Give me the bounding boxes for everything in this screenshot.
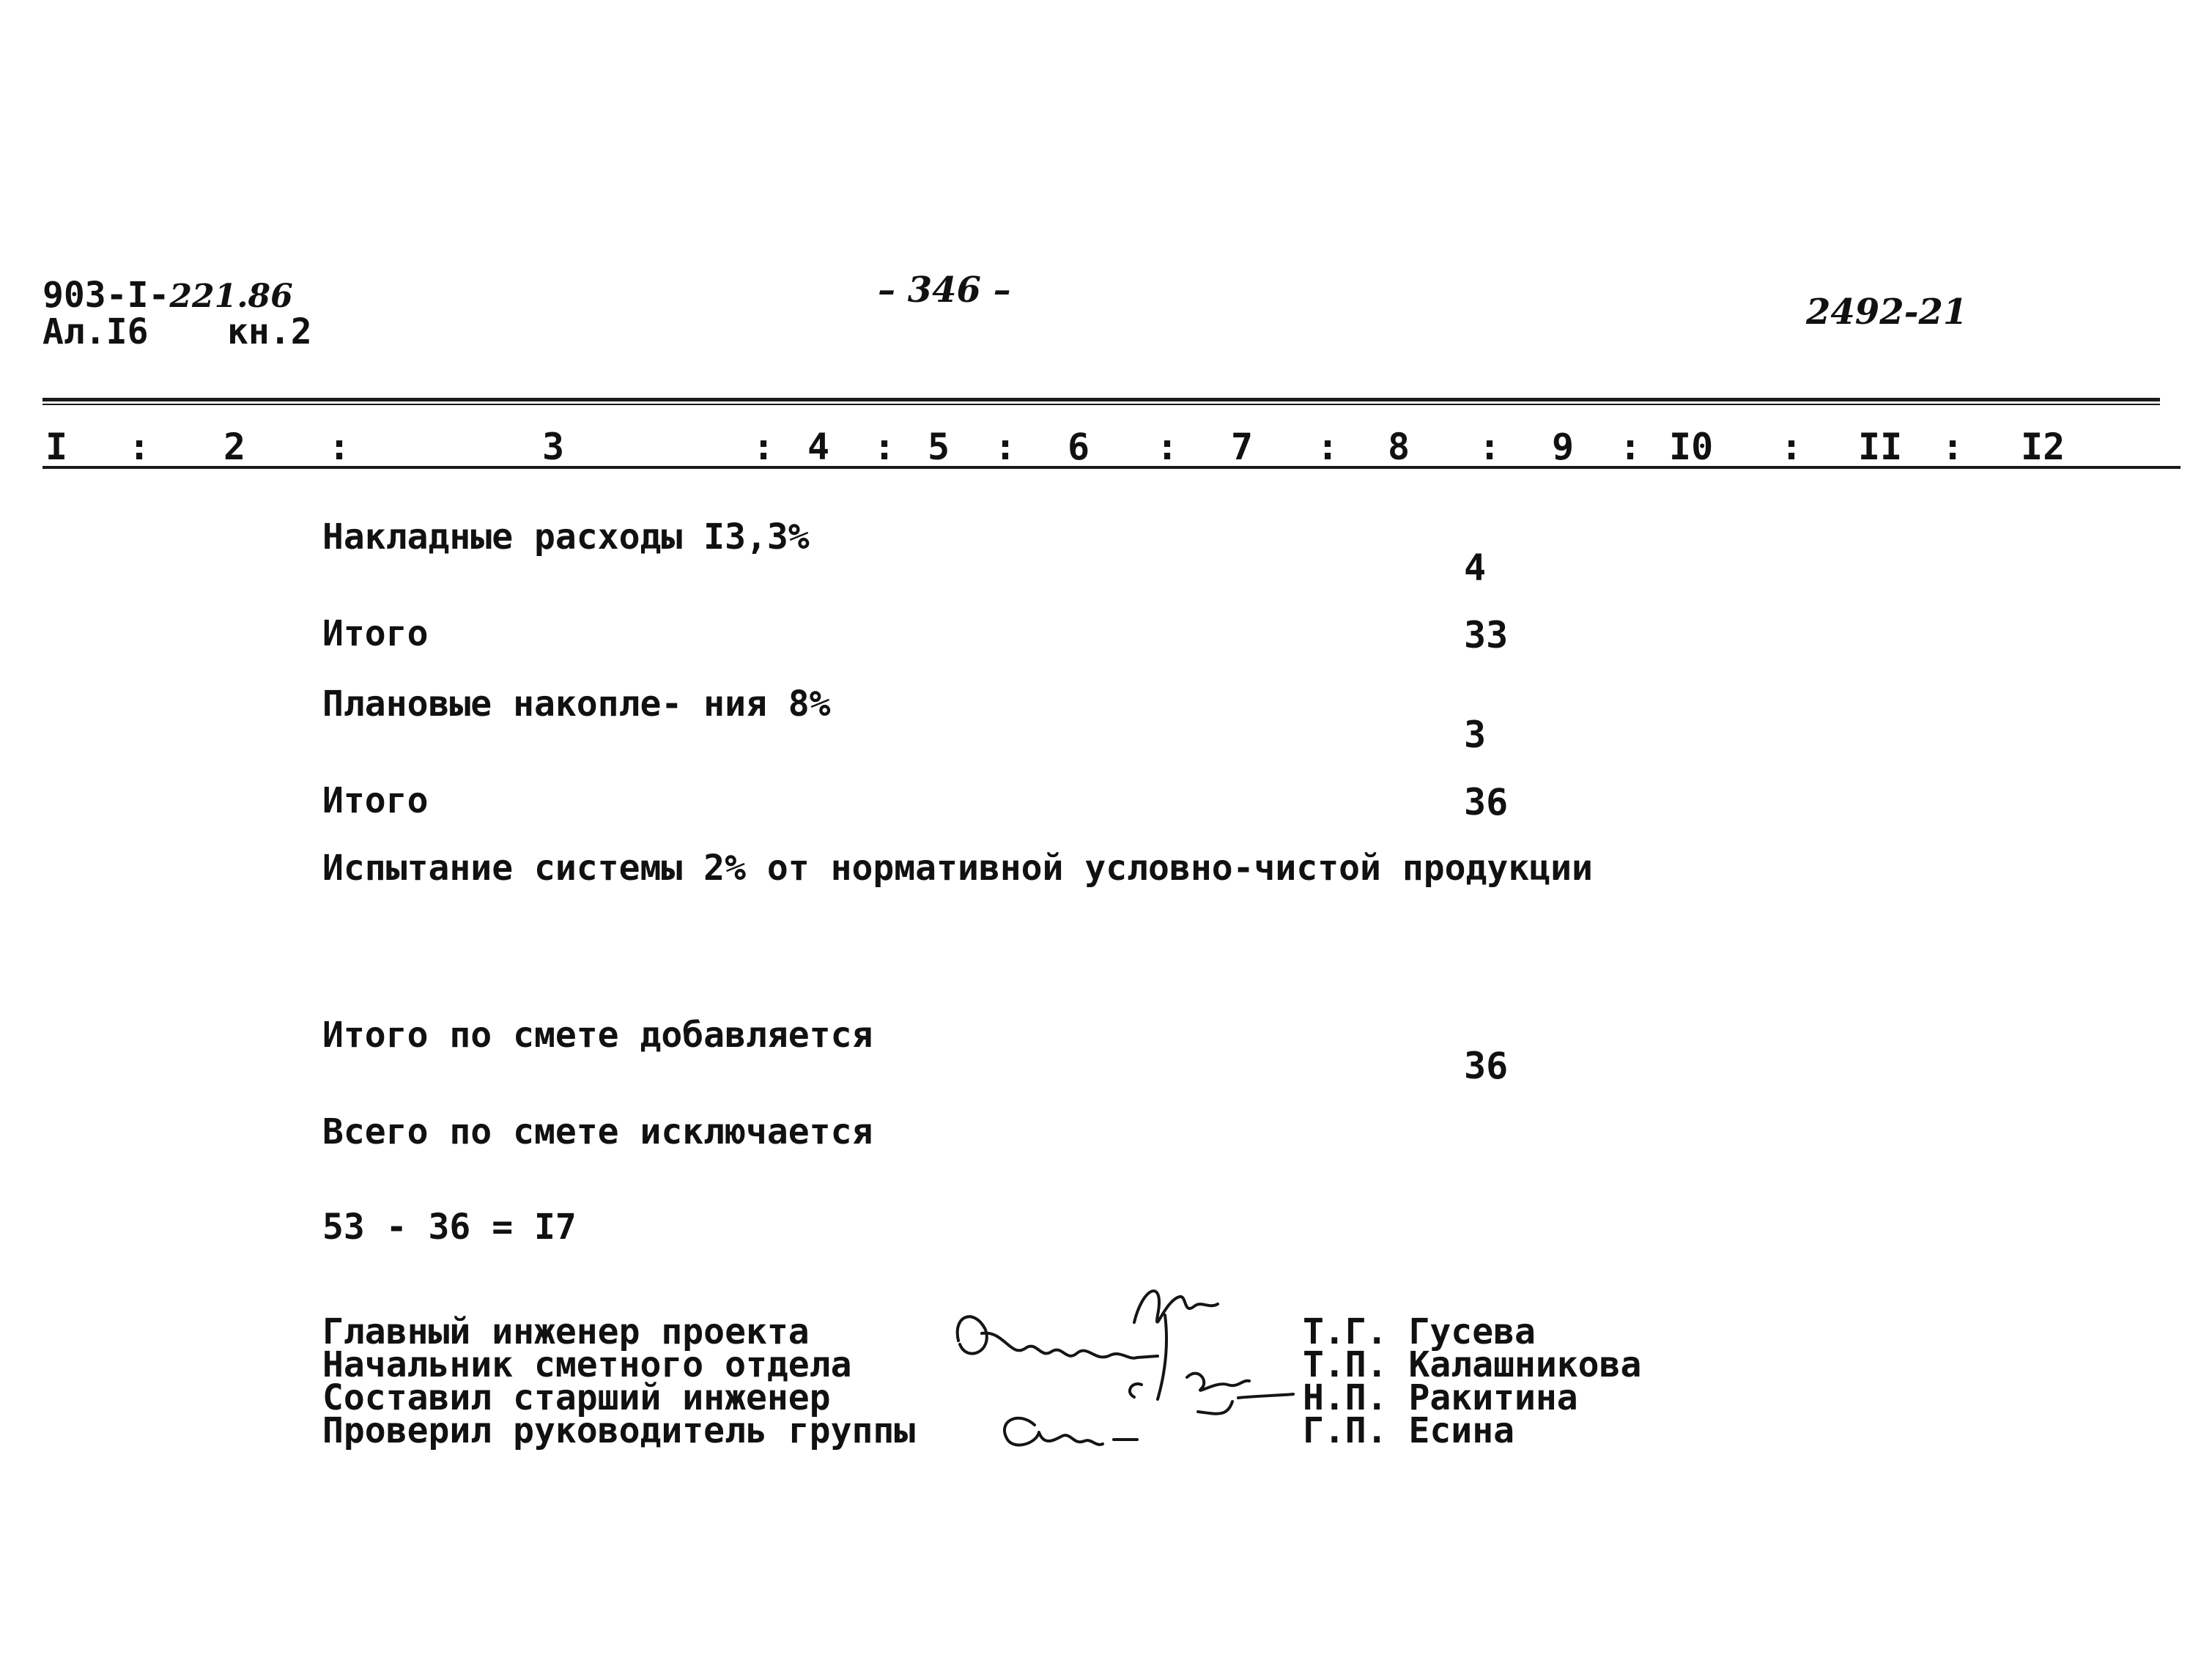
signatory-name: Т.П. Калашникова xyxy=(1303,1344,1642,1385)
column-number: I0 xyxy=(1669,426,1714,468)
top-rule-thin xyxy=(42,404,2160,405)
column-number: 5 xyxy=(928,426,950,468)
column-separator: : xyxy=(328,426,351,468)
signature-position: Главный инженер проекта xyxy=(322,1311,810,1352)
column-number: II xyxy=(1858,426,1903,468)
column-separator: : xyxy=(1619,426,1642,468)
row-overhead-value: 4 xyxy=(1464,547,1487,589)
signature-position: Проверил руководитель группы xyxy=(322,1410,916,1451)
album-label: Ал.I6 xyxy=(42,311,149,352)
signature-position: Начальник сметного отдела xyxy=(322,1344,852,1385)
column-number: I xyxy=(45,426,68,468)
row-added-total-label: Итого по смете добавляется xyxy=(322,1015,873,1056)
book-label: кн.2 xyxy=(227,311,312,352)
row-planned-savings-value: 3 xyxy=(1464,714,1487,756)
page-number: – 346 – xyxy=(878,270,1011,311)
row-difference-label: 53 - 36 = I7 xyxy=(322,1207,577,1248)
column-number: 6 xyxy=(1068,426,1090,468)
column-number: 4 xyxy=(807,426,830,468)
row-subtotal-2-label: Итого xyxy=(322,780,429,821)
column-separator: : xyxy=(1780,426,1803,468)
column-number: I2 xyxy=(2021,426,2065,468)
column-separator: : xyxy=(1942,426,1964,468)
column-separator: : xyxy=(752,426,775,468)
inventory-number: 2492-21 xyxy=(1806,292,1968,333)
row-subtotal-2-value: 36 xyxy=(1464,781,1509,823)
document-code xyxy=(42,277,293,315)
document-code-handwritten: 221.86 xyxy=(169,278,293,315)
column-number: 8 xyxy=(1388,426,1410,468)
document-code-printed: 903-I- xyxy=(42,275,170,316)
signature-position: Составил старший инженер xyxy=(322,1377,831,1418)
top-rule xyxy=(42,398,2160,401)
row-added-total-value: 36 xyxy=(1464,1045,1509,1087)
signatory-name: Г.П. Есина xyxy=(1303,1410,1514,1451)
signatory-name: Т.Г. Гусева xyxy=(1303,1311,1536,1352)
row-subtotal-1-value: 33 xyxy=(1464,614,1509,656)
column-number: 2 xyxy=(223,426,246,468)
column-separator: : xyxy=(873,426,896,468)
row-subtotal-1-label: Итого xyxy=(322,613,429,654)
row-planned-savings-label: Плановые накопле- ния 8% xyxy=(322,684,831,725)
column-separator: : xyxy=(994,426,1017,468)
column-separator: : xyxy=(1479,426,1501,468)
column-number: 9 xyxy=(1552,426,1575,468)
column-separator: : xyxy=(128,426,151,468)
row-overhead-label: Накладные расходы I3,3% xyxy=(322,516,810,558)
handwritten-signatures xyxy=(945,1271,1297,1469)
signatory-name: Н.П. Ракитина xyxy=(1303,1377,1578,1418)
column-number: 7 xyxy=(1231,426,1254,468)
column-number: 3 xyxy=(542,426,565,468)
row-system-test-label: Испытание системы 2% от нормативной условно-чистой продукции xyxy=(322,848,1593,889)
column-separator: : xyxy=(1156,426,1179,468)
row-excluded-total-label: Всего по смете исключается xyxy=(322,1111,873,1152)
column-separator: : xyxy=(1317,426,1339,468)
